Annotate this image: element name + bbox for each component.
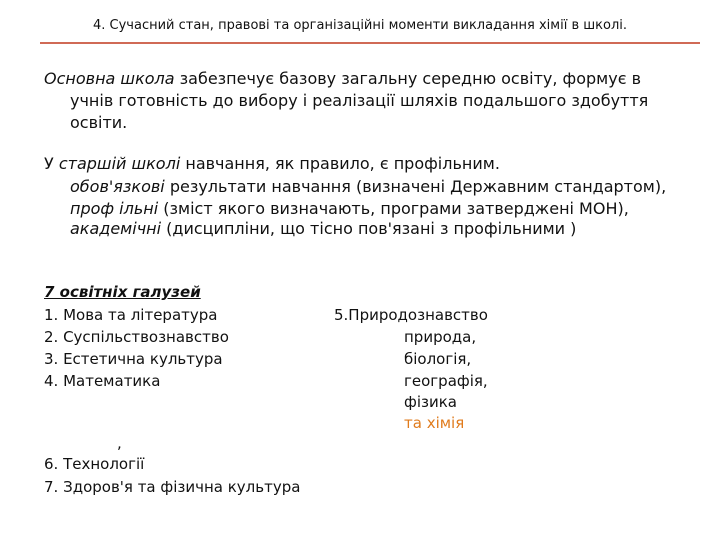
profile-term: проф ільні	[70, 199, 159, 218]
field-item-6: 6. Технології	[44, 455, 145, 473]
mandatory-term: обов'язкові	[70, 177, 165, 196]
natural-science-item-chemistry: та хімія	[404, 414, 465, 432]
basic-school-line-2: учнів готовність до вибору і реалізації шляхів подальшого здобуття	[70, 91, 649, 110]
senior-school-prefix: У	[44, 154, 59, 173]
natural-science-item-geography: географія,	[404, 372, 488, 390]
natural-science-item-physics: фізика	[404, 393, 457, 411]
fields-heading: 7 освітніх галузей	[44, 283, 201, 301]
title-divider	[40, 42, 700, 44]
academic-term: академічні	[70, 219, 162, 238]
field-item-3: 3. Естетична культура	[44, 350, 223, 368]
profile-line	[70, 198, 629, 220]
basic-school-term: Основна школа	[44, 69, 175, 88]
senior-school-line-1	[44, 153, 500, 175]
basic-school-line-3: освіти.	[70, 113, 128, 132]
academic-text: (дисципліни, що тісно пов'язані з профільними )	[161, 219, 577, 238]
field-item-1: 1. Мова та література	[44, 306, 218, 324]
mandatory-results-line	[70, 176, 666, 198]
slide-title: 4. Сучасний стан, правові та організаційні моменти викладання хімії в школі.	[92, 18, 627, 33]
senior-school-term: старшій школі	[58, 154, 181, 173]
field-item-7: 7. Здоров'я та фізична культура	[44, 478, 301, 496]
field-item-4: 4. Математика	[44, 372, 161, 390]
senior-school-line-1-text: навчання, як правило, є профільним.	[180, 154, 500, 173]
natural-science-item-nature: природа,	[404, 328, 477, 346]
basic-school-line-1	[44, 68, 641, 90]
profile-text: (зміст якого визначають, програми затверджені МОН),	[158, 199, 629, 218]
field-item-2: 2. Суспільствознавство	[44, 328, 229, 346]
natural-science-title: 5.Природознавство	[334, 306, 488, 324]
academic-line	[70, 218, 576, 240]
natural-science-item-biology: біологія,	[404, 350, 472, 368]
stray-mark: ,	[117, 434, 122, 452]
mandatory-text: результати навчання (визначені Державним стандартом),	[164, 177, 667, 196]
basic-school-line-1-text: забезпечує базову загальну середню освіту, формує в	[174, 69, 642, 88]
